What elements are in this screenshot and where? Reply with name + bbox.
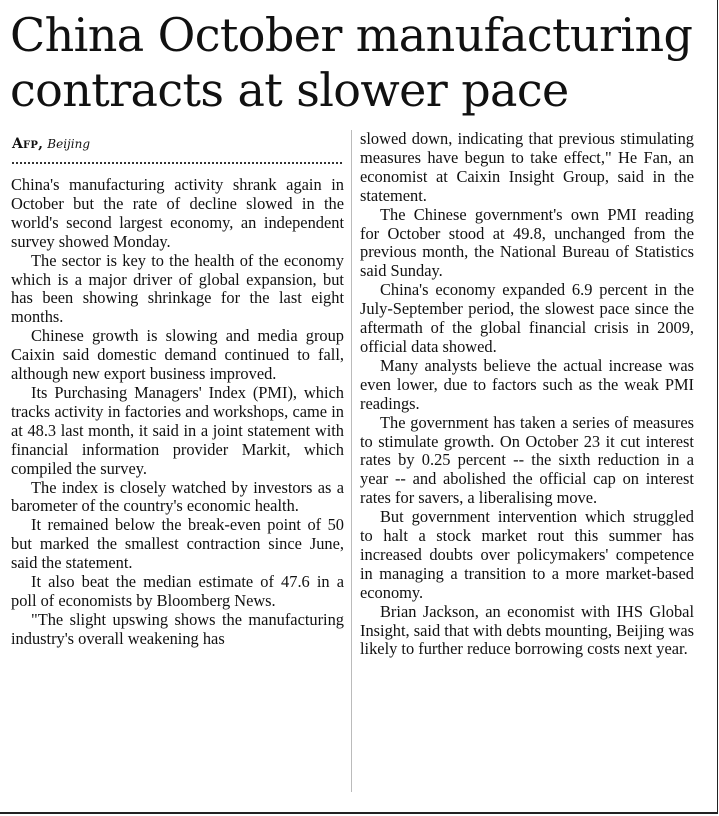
paragraph: It remained below the break-even point of 50 but marked the smallest contraction since June, said the statement. [11, 515, 344, 573]
article-column-left [11, 176, 344, 649]
byline [12, 136, 90, 153]
paragraph: Its Purchasing Managers' Index (PMI), which tracks activity in factories and workshops, came in at 48.3 last month, it said in a joint statement with financial information provider Markit, which compiled the survey. [11, 382, 344, 478]
article-column-right [360, 130, 694, 659]
paragraph: But government intervention which struggled to halt a stock market rout this summer has increased doubts over policymakers' competence in managing a transition to a more market-based economy. [360, 507, 694, 602]
paragraph: slowed down, indicating that previous stimulating measures have begun to take effect," He Fan, an economist at Caixin Insight Group, said in the statement. [360, 129, 694, 205]
paragraph: Brian Jackson, an economist with IHS Global Insight, said that with debts mounting, Beijing was likely to further reduce borrowing costs next year. [360, 601, 694, 659]
paragraph: The index is closely watched by investors as a barometer of the country's economic health. [11, 477, 344, 516]
column-divider [351, 130, 352, 792]
paragraph: The Chinese government's own PMI reading for October stood at 49.8, unchanged from the previous month, the National Bureau of Statistics said Sunday. [360, 204, 694, 281]
dotted-separator [12, 162, 342, 164]
paragraph: The government has taken a series of measures to stimulate growth. On October 23 it cut interest rates by 0.25 percent -- the sixth reduction in a year -- and abolished the official cap on interest rates for savers, a liberalising move. [360, 412, 694, 508]
paragraph: China's manufacturing activity shrank again in October but the rate of decline slowed in the world's second largest economy, an independent survey showed Monday. [11, 175, 344, 251]
paragraph: "The slight upswing shows the manufacturing industry's overall weakening has [11, 609, 344, 648]
byline-location: Beijing [47, 137, 91, 151]
byline-agency: Afp, [12, 136, 44, 152]
paragraph: Many analysts believe the actual increase was even lower, due to factors such as the weak PMI readings. [360, 355, 694, 413]
headline: China October manufacturing contracts at slower pace [10, 8, 693, 117]
paragraph: China's economy expanded 6.9 percent in the July-September period, the slowest pace since the aftermath of the global financial crisis in 2009, official data showed. [360, 280, 694, 356]
paragraph: Chinese growth is slowing and media group Caixin said domestic demand continued to fall, although new export business improved. [11, 326, 344, 384]
paragraph: It also beat the median estimate of 47.6 in a poll of economists by Bloomberg News. [11, 572, 344, 610]
paragraph: The sector is key to the health of the economy which is a major driver of global expansion, but has been showing shrinkage for the last eight months. [11, 250, 344, 327]
